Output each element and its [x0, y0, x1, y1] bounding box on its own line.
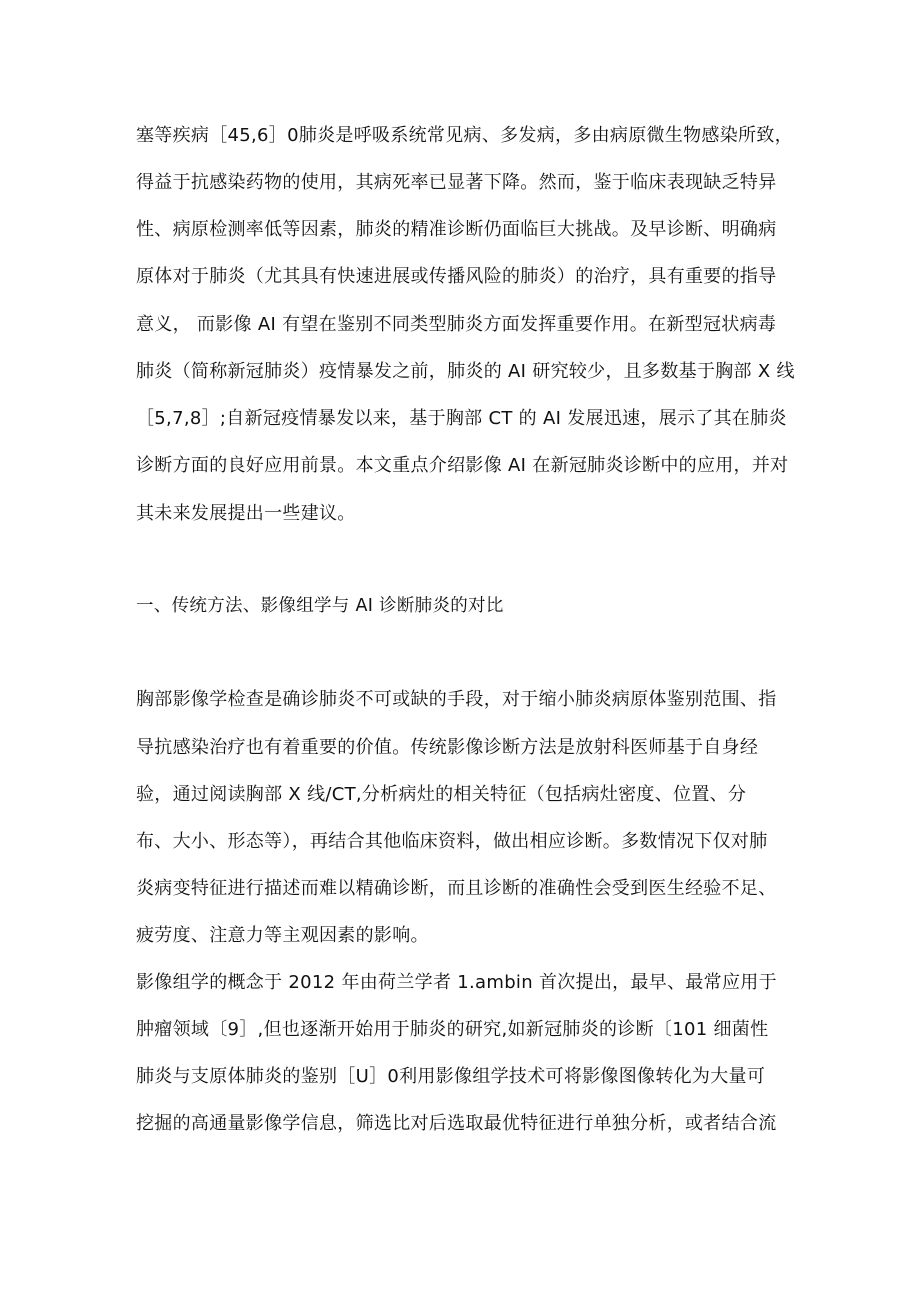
- intro-line-9: 其未来发展提出一些建议。: [136, 503, 356, 524]
- traditional-line-2: 导抗感染治疗也有着重要的价值。传统影像诊断方法是放射科医师基于自身经: [136, 737, 759, 758]
- traditional-line-5: 炎病变特征进行描述而难以精确诊断，而且诊断的准确性会受到医生经验不足、: [136, 878, 777, 899]
- radiomics-line-4: 挖掘的高通量影像学信息，筛选比对后选取最优特征进行单独分析，或者结合流: [136, 1113, 777, 1134]
- radiomics-line-1: 影像组学的概念于 2012 年由荷兰学者 1.ambin 首次提出，最早、最常应用于: [136, 972, 777, 993]
- intro-line-1: 塞等疾病［45,6］0肺炎是呼吸系统常见病、多发病，多由病原微生物感染所致，: [136, 125, 793, 146]
- intro-line-4: 原体对于肺炎（尤其具有快速进展或传播风险的肺炎）的治疗，具有重要的指导: [136, 266, 777, 287]
- intro-line-7: ［5,7,8］;自新冠疫情暴发以来，基于胸部 CT 的 AI 发展迅速，展示了其在肺炎: [136, 408, 787, 429]
- traditional-line-3: 验，通过阅读胸部 X 线/CT,分析病灶的相关特征（包括病灶密度、位置、分: [136, 784, 747, 805]
- intro-line-8: 诊断方面的良好应用前景。本文重点介绍影像 AI 在新冠肺炎诊断中的应用，并对: [136, 455, 789, 476]
- traditional-line-1: 胸部影像学检查是确诊肺炎不可或缺的手段，对于缩小肺炎病原体鉴别范围、指: [136, 689, 777, 710]
- traditional-line-4: 布、大小、形态等），再结合其他临床资料，做出相应诊断。多数情况下仅对肺: [136, 831, 768, 852]
- intro-line-6: 肺炎（简称新冠肺炎）疫情暴发之前，肺炎的 AI 研究较少，且多数基于胸部 X 线: [136, 361, 795, 382]
- intro-line-5: 意义， 而影像 AI 有望在鉴别不同类型肺炎方面发挥重要作用。在新型冠状病毒: [136, 314, 777, 335]
- intro-line-3: 性、病原检测率低等因素，肺炎的精准诊断仍面临巨大挑战。及早诊断、明确病: [136, 219, 777, 240]
- radiomics-line-2: 肿瘤领域〔9］,但也逐渐开始用于肺炎的研究,如新冠肺炎的诊断〔101 细菌性: [136, 1019, 769, 1040]
- traditional-line-6: 疲劳度、注意力等主观因素的影响。: [136, 925, 429, 946]
- radiomics-line-3: 肺炎与支原体肺炎的鉴别［U］0利用影像组学技术可将影像图像转化为大量可: [136, 1066, 766, 1087]
- intro-line-2: 得益于抗感染药物的使用，其病死率已显著下降。然而，鉴于临床表现缺乏特异: [136, 172, 777, 193]
- section-heading: 一、传统方法、影像组学与 AI 诊断肺炎的对比: [136, 596, 504, 616]
